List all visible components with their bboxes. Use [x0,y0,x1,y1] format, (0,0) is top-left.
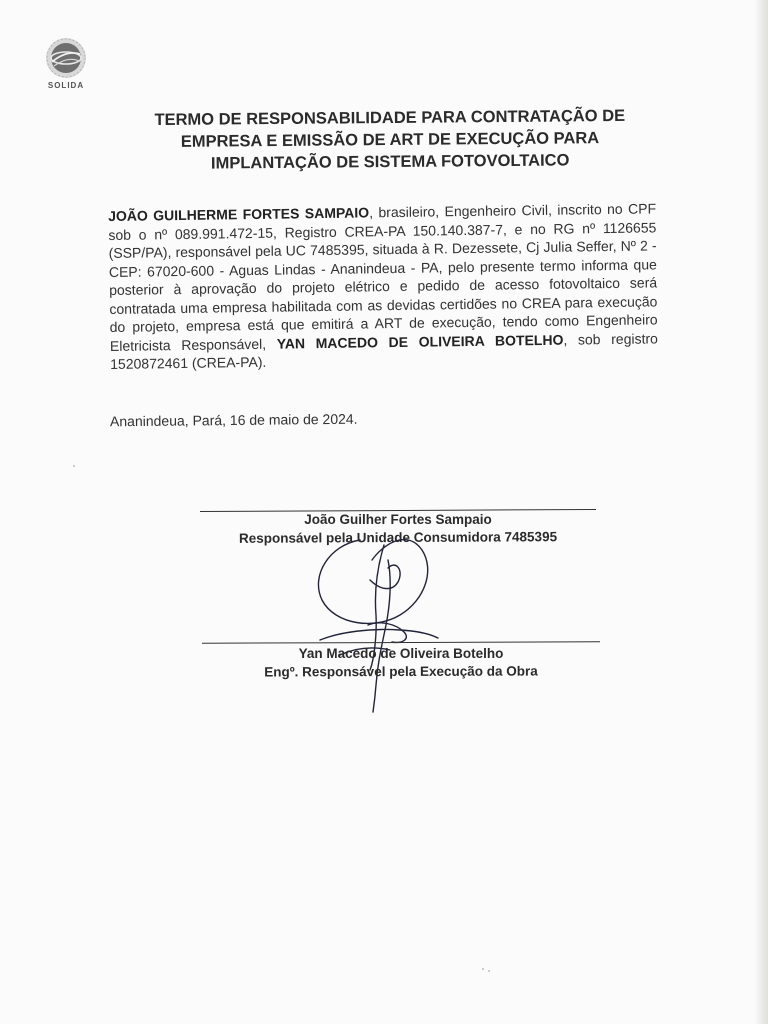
electrical-engineer-name: YAN MACEDO DE OLIVEIRA BOTELHO [276,331,564,352]
signatory-1-name: João Guilher Fortes Sampaio [304,512,492,527]
document-title [100,104,681,175]
body-paragraph [108,199,658,373]
body-text-part-2: , sob registro 1520872461 (CREA-PA). [110,329,658,372]
scan-speck [73,465,75,467]
scan-speck [482,968,484,970]
place-date: Ananindeua, Pará, 16 de maio de 2024. [109,410,358,430]
logo-text: SOLIDA [47,81,85,90]
signatory-2-name: Yan Macedo de Oliveira Botelho [298,646,504,661]
signatory-1-role: Responsável pela Unidade Consumidora 7485395 [238,529,558,546]
scan-speck [488,970,490,972]
title-line-1: TERMO DE RESPONSABILIDADE PARA CONTRATAÇÃO DE [154,106,626,130]
title-line-3: IMPLANTAÇÃO DE SISTEMA FOTOVOLTAICO [210,151,570,173]
company-logo [38,36,94,94]
handwritten-signature [300,520,450,715]
signatory-2-role: Engº. Responsável pela Execução da Obra [264,663,538,680]
engineer-name: JOÃO GUILHERME FORTES SAMPAIO [108,204,370,224]
globe-logo-icon [38,36,94,82]
body-text-part-1: , brasileiro, Engenheiro Civil, inscrito no CPF sob o nº 089.991.472-15, Registro CREA-PA 150.140.387-7, e no RG nº 1126655 (SSP/PA), responsável pela UC 7485395, situada à R. Dezessete, Cj Julia Seffer, Nº 2 - CEP: 67020-600 - Aguas Lindas - Ananindeua - PA, pelo presente termo informa que posterior à aprovação do projeto elétrico e pedido de acesso fotovoltaico será contratada uma empresa habilitada com as devidas certidões no CREA para execução do projeto, empresa está que emitirá a ART de execução, tendo como Engenheiro Eletricista Responsável, [108,200,658,354]
title-line-2: EMPRESA E EMISSÃO DE ART DE EXECUÇÃO PARA [180,129,600,151]
